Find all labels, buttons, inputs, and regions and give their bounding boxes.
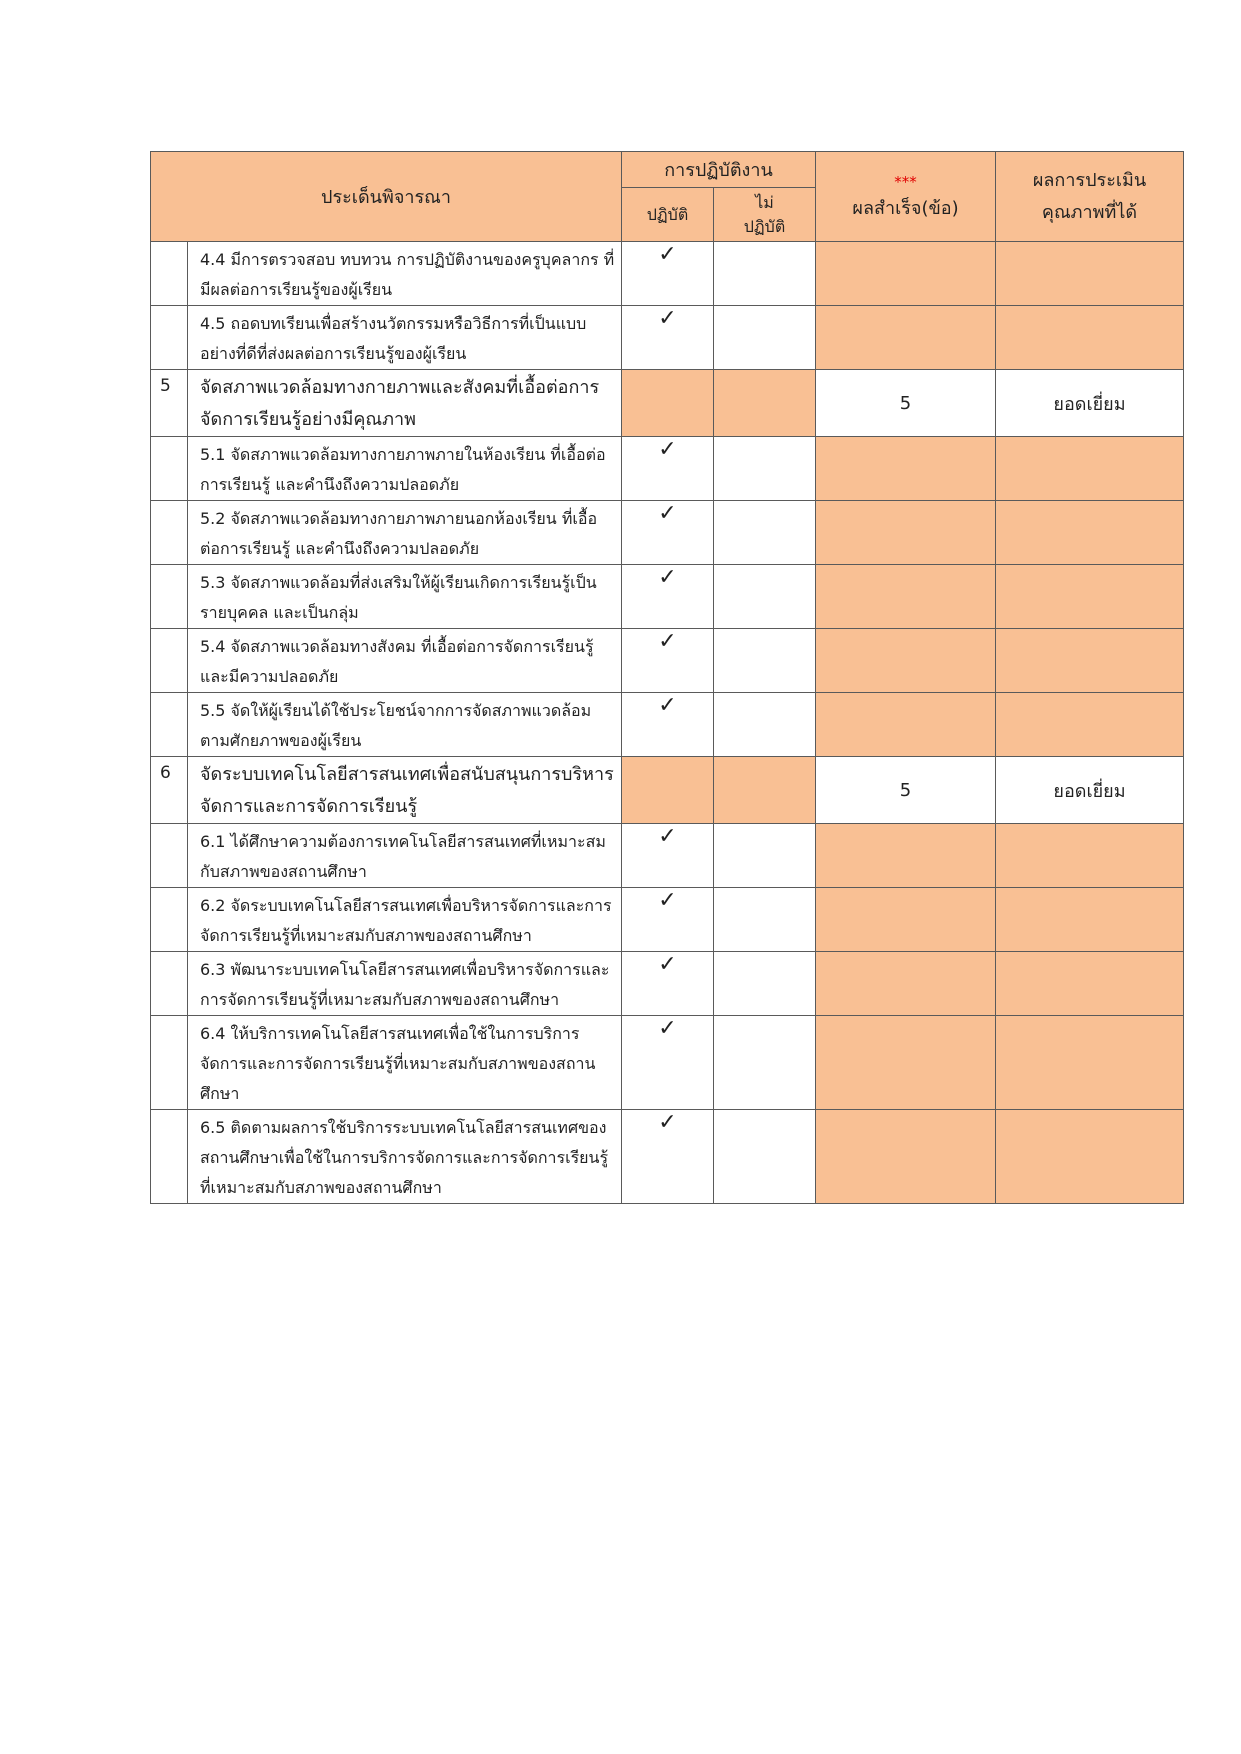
row-item-text: 6.4 ให้บริการเทคโนโลยีสารสนเทศเพื่อใช้ในการบริการจัดการและการจัดการเรียนรู้ที่เหมาะสมกับสภาพของสถานศึกษา: [188, 1016, 622, 1110]
row-number: [151, 306, 188, 370]
quality-cell: [996, 565, 1184, 629]
quality-cell: [996, 629, 1184, 693]
table-row-main: [151, 370, 1184, 437]
quality-cell: [996, 437, 1184, 501]
check-mark-icon: ✓: [622, 565, 714, 629]
header-success-label: ผลสำเร็จ(ข้อ): [852, 198, 959, 219]
row-topic-text: จัดระบบเทคโนโลยีสารสนเทศเพื่อสนับสนุนการบริหารจัดการและการจัดการเรียนรู้: [188, 757, 622, 824]
table-row: [151, 1110, 1184, 1204]
practiced-cell: [622, 757, 714, 824]
quality-cell: [996, 952, 1184, 1016]
header-practiced: ปฏิบัติ: [622, 188, 714, 242]
quality-cell: [996, 824, 1184, 888]
row-number: [151, 952, 188, 1016]
row-number: [151, 824, 188, 888]
table-row: [151, 437, 1184, 501]
check-mark-icon: ✓: [622, 693, 714, 757]
table-row: [151, 824, 1184, 888]
success-cell: [816, 437, 996, 501]
success-cell: [816, 888, 996, 952]
check-mark-icon: ✓: [622, 952, 714, 1016]
not-practiced-cell: [714, 501, 816, 565]
table-row: [151, 306, 1184, 370]
success-cell: [816, 1016, 996, 1110]
table-row: [151, 242, 1184, 306]
not-practiced-cell: [714, 952, 816, 1016]
success-cell: [816, 824, 996, 888]
table-row: [151, 952, 1184, 1016]
success-cell: [816, 1110, 996, 1204]
quality-result: ยอดเยี่ยม: [996, 757, 1184, 824]
row-topic-text: จัดสภาพแวดล้อมทางกายภาพและสังคมที่เอื้อต่อการจัดการเรียนรู้อย่างมีคุณภาพ: [188, 370, 622, 437]
header-success: [816, 152, 996, 242]
row-item-text: 4.4 มีการตรวจสอบ ทบทวน การปฏิบัติงานของครูบุคลากร ที่มีผลต่อการเรียนรู้ของผู้เรียน: [188, 242, 622, 306]
row-number: [151, 501, 188, 565]
header-not-practiced: [714, 188, 816, 242]
not-practiced-cell: [714, 437, 816, 501]
success-cell: [816, 693, 996, 757]
quality-result: ยอดเยี่ยม: [996, 370, 1184, 437]
row-number: [151, 1110, 188, 1204]
check-mark-icon: ✓: [622, 629, 714, 693]
quality-cell: [996, 1110, 1184, 1204]
row-number: [151, 242, 188, 306]
table-row: [151, 693, 1184, 757]
table-row: [151, 629, 1184, 693]
row-item-text: 6.5 ติดตามผลการใช้บริการระบบเทคโนโลยีสารสนเทศของสถานศึกษาเพื่อใช้ในการบริการจัดการและการจัดการเรียนรู้ที่เหมาะสมกับสภาพของสถานศึกษา: [188, 1110, 622, 1204]
row-number: 5: [151, 370, 188, 437]
row-item-text: 5.4 จัดสภาพแวดล้อมทางสังคม ที่เอื้อต่อการจัดการเรียนรู้ และมีความปลอดภัย: [188, 629, 622, 693]
success-cell: [816, 501, 996, 565]
not-practiced-cell: [714, 888, 816, 952]
not-practiced-cell: [714, 1110, 816, 1204]
header-quality-label: ผลการประเมินคุณภาพที่ได้: [1032, 169, 1147, 223]
header-stars: ***: [894, 173, 917, 191]
row-item-text: 6.2 จัดระบบเทคโนโลยีสารสนเทศเพื่อบริหารจัดการและการจัดการเรียนรู้ที่เหมาะสมกับสภาพของสถานศึกษา: [188, 888, 622, 952]
not-practiced-cell: [714, 757, 816, 824]
row-item-text: 5.2 จัดสภาพแวดล้อมทางกายภาพภายนอกห้องเรียน ที่เอื้อต่อการเรียนรู้ และคำนึงถึงความปลอดภัย: [188, 501, 622, 565]
not-practiced-cell: [714, 693, 816, 757]
success-cell: [816, 565, 996, 629]
check-mark-icon: ✓: [622, 1110, 714, 1204]
row-number: [151, 565, 188, 629]
not-practiced-cell: [714, 565, 816, 629]
row-item-text: 6.3 พัฒนาระบบเทคโนโลยีสารสนเทศเพื่อบริหารจัดการและการจัดการเรียนรู้ที่เหมาะสมกับสภาพของสถานศึกษา: [188, 952, 622, 1016]
success-cell: [816, 306, 996, 370]
success-count: 5: [816, 370, 996, 437]
quality-cell: [996, 501, 1184, 565]
row-number: [151, 437, 188, 501]
check-mark-icon: ✓: [622, 437, 714, 501]
practiced-cell: [622, 370, 714, 437]
row-item-text: 5.1 จัดสภาพแวดล้อมทางกายภาพภายในห้องเรียน ที่เอื้อต่อการเรียนรู้ และคำนึงถึงความปลอดภัย: [188, 437, 622, 501]
not-practiced-cell: [714, 306, 816, 370]
quality-cell: [996, 306, 1184, 370]
row-item-text: 4.5 ถอดบทเรียนเพื่อสร้างนวัตกรรมหรือวิธีการที่เป็นแบบอย่างที่ดีที่ส่งผลต่อการเรียนรู้ของผู้เรียน: [188, 306, 622, 370]
row-item-text: 5.5 จัดให้ผู้เรียนได้ใช้ประโยชน์จากการจัดสภาพแวดล้อมตามศักยภาพของผู้เรียน: [188, 693, 622, 757]
row-number: [151, 1016, 188, 1110]
row-number: [151, 888, 188, 952]
row-number: [151, 693, 188, 757]
header-not-practiced-label: ไม่ปฏิบัติ: [743, 192, 786, 236]
check-mark-icon: ✓: [622, 242, 714, 306]
not-practiced-cell: [714, 242, 816, 306]
not-practiced-cell: [714, 1016, 816, 1110]
success-count: 5: [816, 757, 996, 824]
row-item-text: 5.3 จัดสภาพแวดล้อมที่ส่งเสริมให้ผู้เรียนเกิดการเรียนรู้เป็นรายบุคคล และเป็นกลุ่ม: [188, 565, 622, 629]
table-row: [151, 565, 1184, 629]
assessment-table: [150, 151, 1184, 1204]
quality-cell: [996, 1016, 1184, 1110]
success-cell: [816, 629, 996, 693]
quality-cell: [996, 888, 1184, 952]
header-topic: ประเด็นพิจารณา: [151, 152, 622, 242]
row-number: 6: [151, 757, 188, 824]
check-mark-icon: ✓: [622, 1016, 714, 1110]
table-row: [151, 888, 1184, 952]
row-number: [151, 629, 188, 693]
success-cell: [816, 952, 996, 1016]
header-quality: [996, 152, 1184, 242]
success-cell: [816, 242, 996, 306]
table-row: [151, 1016, 1184, 1110]
quality-cell: [996, 242, 1184, 306]
not-practiced-cell: [714, 824, 816, 888]
table-row: [151, 501, 1184, 565]
check-mark-icon: ✓: [622, 306, 714, 370]
check-mark-icon: ✓: [622, 501, 714, 565]
not-practiced-cell: [714, 370, 816, 437]
not-practiced-cell: [714, 629, 816, 693]
check-mark-icon: ✓: [622, 888, 714, 952]
header-practice-group: การปฏิบัติงาน: [622, 152, 816, 188]
quality-cell: [996, 693, 1184, 757]
table-row-main: [151, 757, 1184, 824]
table-body: [151, 242, 1184, 1204]
check-mark-icon: ✓: [622, 824, 714, 888]
row-item-text: 6.1 ได้ศึกษาความต้องการเทคโนโลยีสารสนเทศที่เหมาะสมกับสภาพของสถานศึกษา: [188, 824, 622, 888]
